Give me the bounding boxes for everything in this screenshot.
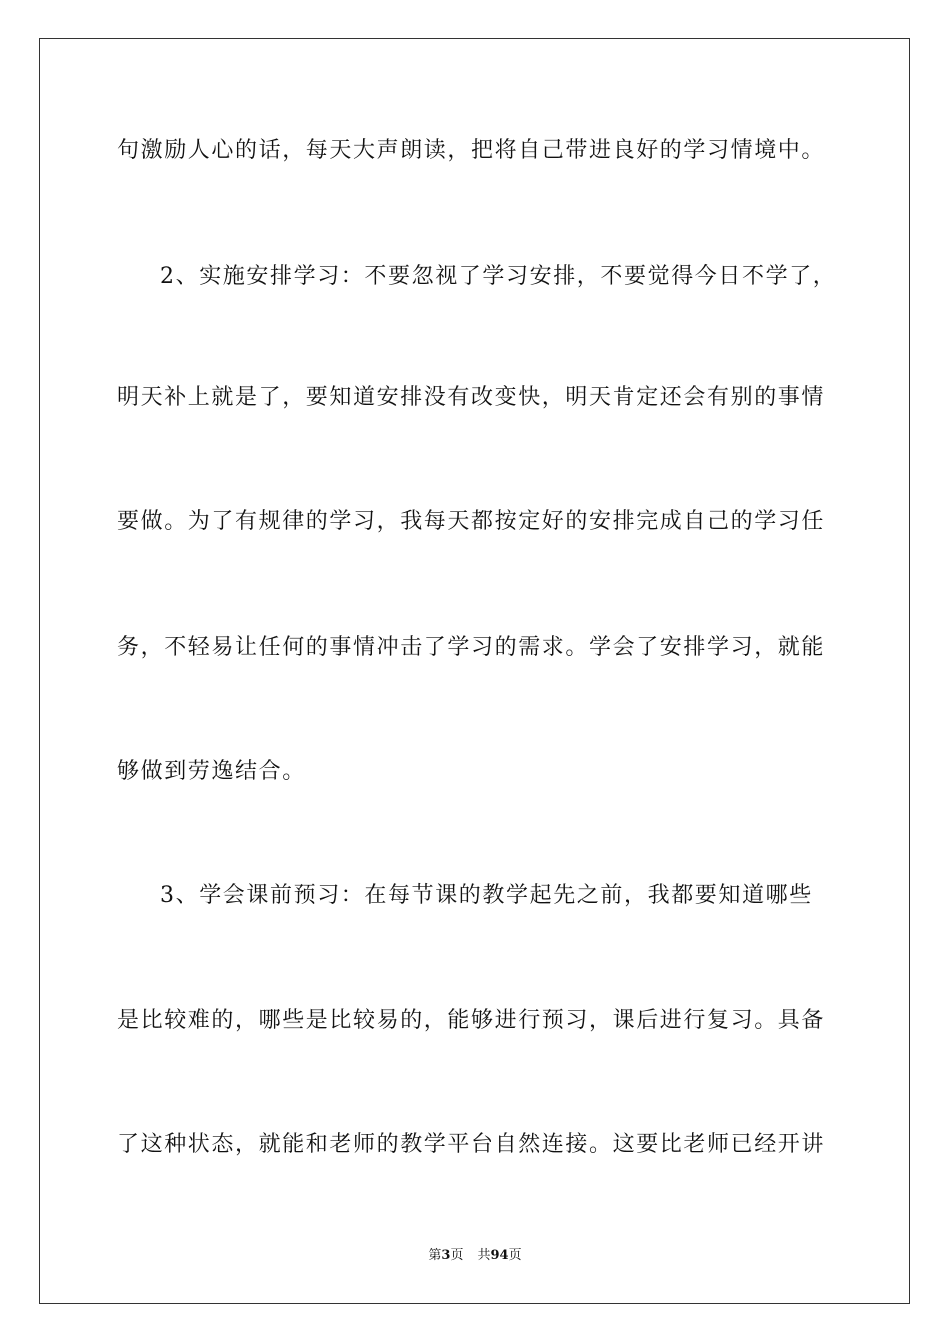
- page-number: 3: [441, 1248, 451, 1263]
- body-text-line: 句激励人心的话，每天大声朗读，把将自己带进良好的学习情境中。: [117, 138, 826, 163]
- body-text-line: 是比较难的，哪些是比较易的，能够进行预习，课后进行复习。具备: [117, 1008, 826, 1033]
- page-suffix: 页: [450, 1248, 464, 1263]
- body-text-line: 3、学会课前预习：在每节课的教学起先之前，我都要知道哪些: [160, 883, 813, 908]
- total-suffix: 页: [508, 1248, 522, 1263]
- page-footer: [0, 1247, 950, 1265]
- total-prefix: 共: [477, 1248, 491, 1263]
- body-text-line: 够做到劳逸结合。: [117, 759, 306, 784]
- page-prefix: 第: [428, 1248, 442, 1263]
- body-text-line: 务，不轻易让任何的事情冲击了学习的需求。学会了安排学习，就能: [117, 635, 826, 660]
- page-border: [39, 38, 910, 1304]
- body-text-line: 要做。为了有规律的学习，我每天都按定好的安排完成自己的学习任: [117, 509, 826, 534]
- body-text-line: 明天补上就是了，要知道安排没有改变快，明天肯定还会有别的事情: [117, 385, 826, 410]
- total-pages: 94: [490, 1248, 509, 1263]
- body-text-line: 2、实施安排学习：不要忽视了学习安排，不要觉得今日不学了，: [160, 264, 837, 289]
- body-text-line: 了这种状态，就能和老师的教学平台自然连接。这要比老师已经开讲: [117, 1132, 826, 1157]
